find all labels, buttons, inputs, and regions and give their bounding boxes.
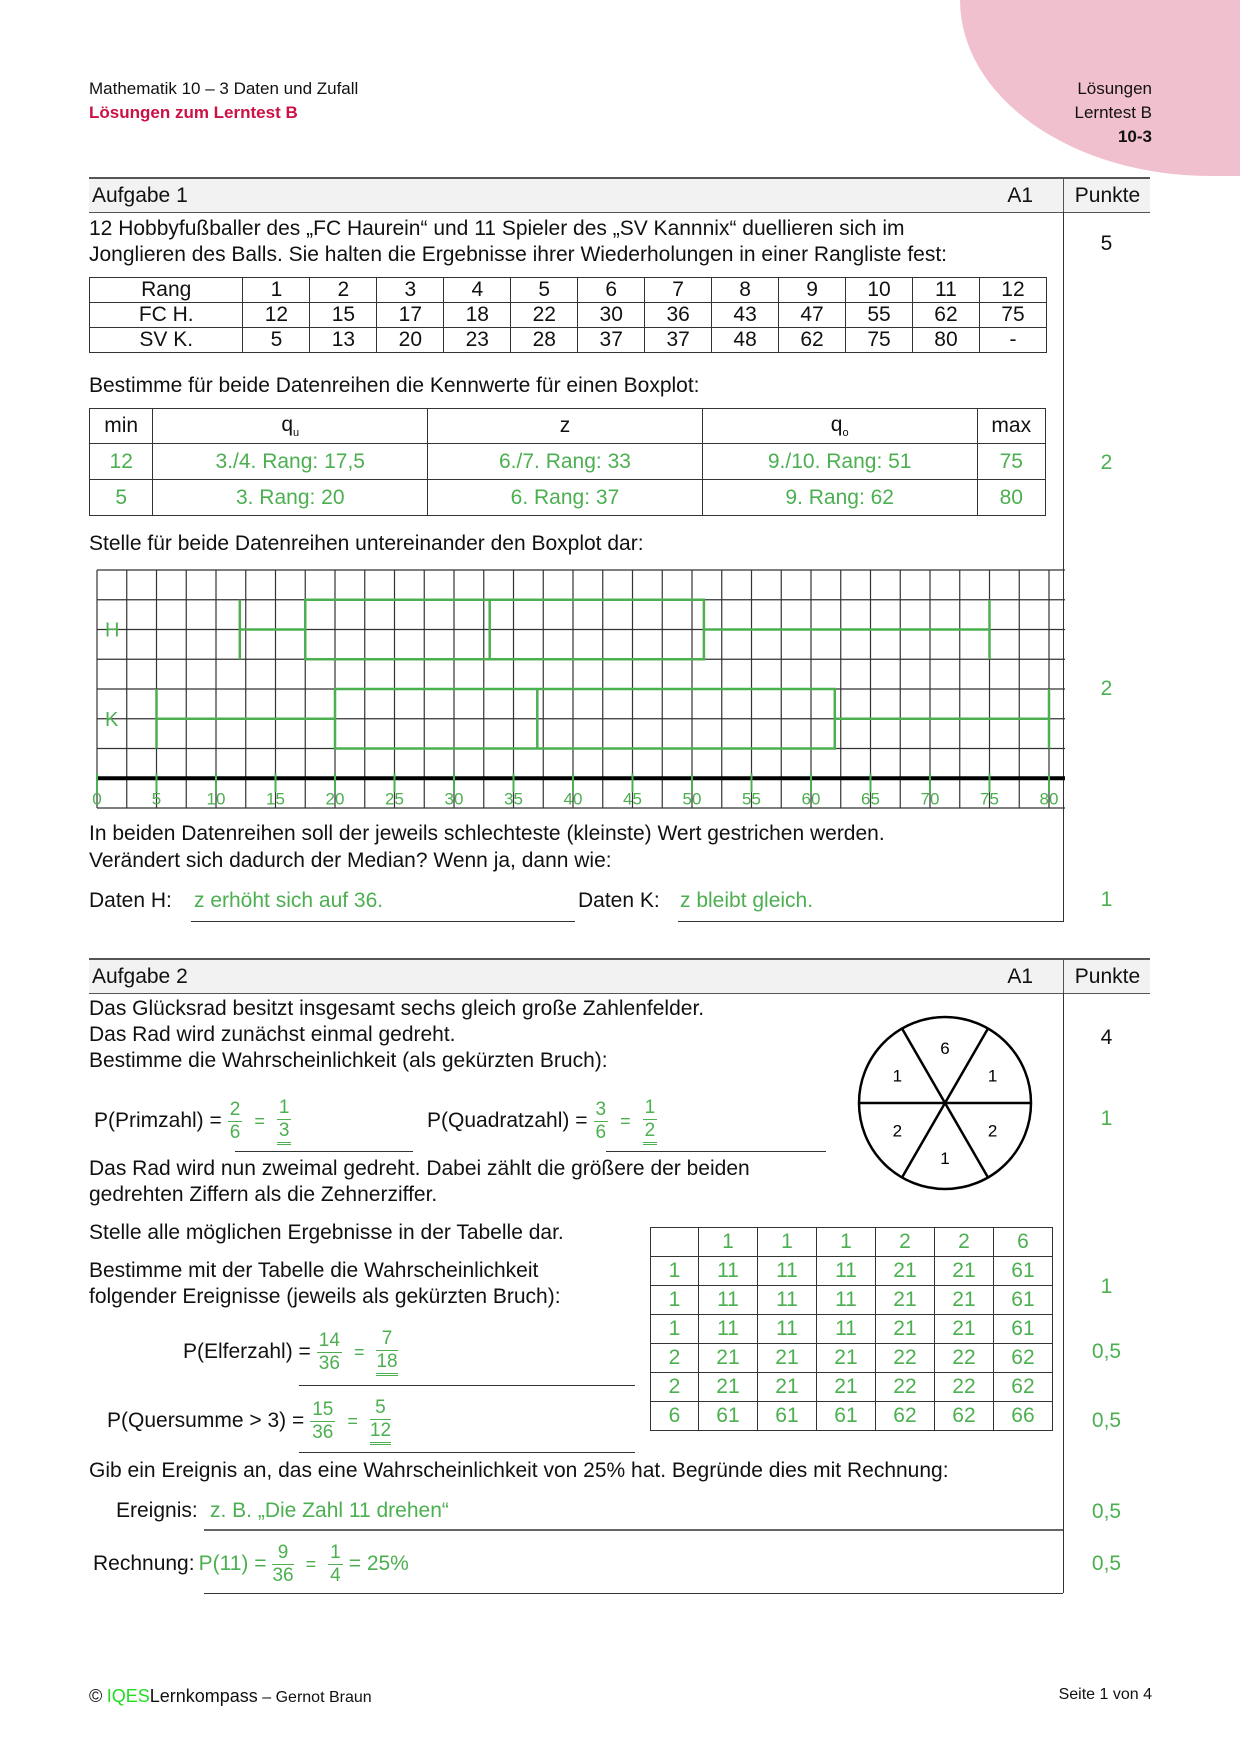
result-table-cell[interactable]: 21 bbox=[875, 1315, 934, 1344]
result-table-cell[interactable]: 11 bbox=[816, 1257, 875, 1286]
result-table-cell[interactable]: 22 bbox=[875, 1344, 934, 1373]
ereignis-label: Ereignis: bbox=[116, 1499, 198, 1522]
kennwerte-prompt: Bestimme für beide Datenreihen die Kennwerte für einen Boxplot: bbox=[89, 374, 700, 397]
kennwerte-cell[interactable]: 5 bbox=[90, 480, 153, 516]
header-code: 10-3 bbox=[1117, 127, 1152, 146]
rank-table-cell: 23 bbox=[444, 328, 511, 353]
rank-table-row bbox=[90, 328, 1047, 353]
rank-table-cell: 3 bbox=[377, 278, 444, 303]
result-table-cell[interactable]: 22 bbox=[934, 1344, 993, 1373]
rank-table-cell: 15 bbox=[310, 303, 377, 328]
rechnung-suffix: = 25% bbox=[348, 1552, 409, 1575]
kennwerte-cell[interactable]: 6. Rang: 37 bbox=[428, 480, 703, 516]
kennwerte-cell[interactable]: 80 bbox=[977, 480, 1045, 516]
result-table-row-header: 1 bbox=[651, 1315, 699, 1344]
p-elferzahl-line bbox=[299, 1385, 635, 1386]
result-table-cell[interactable]: 11 bbox=[698, 1286, 757, 1315]
result-table-row-header: 1 bbox=[651, 1257, 699, 1286]
p-quadratzahl-line bbox=[606, 1151, 826, 1152]
x-tick-label: 20 bbox=[325, 789, 345, 809]
rank-table-cell: 2 bbox=[310, 278, 377, 303]
kennwerte-cell[interactable]: 75 bbox=[977, 444, 1045, 480]
result-table-col-header bbox=[651, 1228, 699, 1257]
task1-title: Aufgabe 1 bbox=[92, 184, 188, 207]
boxplot-chart bbox=[90, 565, 1065, 830]
task1-points-boxplot: 2 bbox=[1100, 677, 1113, 700]
result-table-cell[interactable]: 61 bbox=[816, 1402, 875, 1431]
prob-prompt-line1: Bestimme mit der Tabelle die Wahrscheinlichkeit bbox=[89, 1259, 539, 1282]
task2-title: Aufgabe 2 bbox=[92, 965, 188, 988]
kennwerte-cell[interactable]: 3./4. Rang: 17,5 bbox=[153, 444, 428, 480]
rank-table-cell: 22 bbox=[511, 303, 578, 328]
result-table-row bbox=[651, 1373, 1053, 1402]
rank-table-cell: 7 bbox=[645, 278, 712, 303]
x-tick-label: 15 bbox=[266, 789, 285, 809]
x-tick-label: 55 bbox=[742, 789, 761, 809]
result-table-cell[interactable]: 11 bbox=[757, 1286, 816, 1315]
x-tick-label: 65 bbox=[861, 789, 880, 809]
result-table-cell[interactable]: 22 bbox=[875, 1373, 934, 1402]
p-quadratzahl-frac1: $\frac{3}{6}$ bbox=[595, 1098, 607, 1143]
course-title: Mathematik 10 – 3 Daten und Zufall bbox=[89, 79, 359, 98]
rank-table-cell: 48 bbox=[712, 328, 779, 353]
rechnung-frac1: $\frac{9}{36}$ bbox=[272, 1541, 294, 1586]
result-table-col-header: 2 bbox=[875, 1228, 934, 1257]
prob-prompt-line2: folgender Ereignisse (jeweils als gekürzten Bruch): bbox=[89, 1285, 561, 1308]
rechnung-line bbox=[204, 1593, 1063, 1594]
rank-table-cell: 1 bbox=[243, 278, 310, 303]
task2-points-table: 1 bbox=[1100, 1275, 1113, 1298]
result-table-cell[interactable]: 21 bbox=[698, 1373, 757, 1402]
ereignis-line bbox=[204, 1529, 1063, 1531]
p-quersumme-label: P(Quersumme > 3) = bbox=[107, 1409, 305, 1432]
task1-intro-line2: Jonglieren des Balls. Sie halten die Ergebnisse ihrer Wiederholungen in einer Rangliste fest: bbox=[89, 243, 947, 266]
rank-table-row bbox=[90, 303, 1047, 328]
rank-table-cell: 13 bbox=[310, 328, 377, 353]
task1-level: A1 bbox=[1007, 184, 1033, 207]
wheel-segment-label: 1 bbox=[987, 1066, 998, 1086]
x-tick-label: 70 bbox=[920, 789, 940, 809]
header-right-line1: Lösungen bbox=[1077, 79, 1152, 98]
x-tick-label: 25 bbox=[385, 789, 404, 809]
result-table-cell[interactable]: 61 bbox=[993, 1315, 1052, 1344]
rank-table-cell: 10 bbox=[846, 278, 913, 303]
result-table-row bbox=[651, 1257, 1053, 1286]
result-table-col-header: 1 bbox=[816, 1228, 875, 1257]
p-primzahl-label: P(Primzahl) = bbox=[94, 1109, 222, 1132]
median-prompt-line1: In beiden Datenreihen soll der jeweils schlechteste (kleinste) Wert gestrichen werden. bbox=[89, 822, 885, 845]
rank-table-cell: 75 bbox=[846, 328, 913, 353]
rank-table-cell: 43 bbox=[712, 303, 779, 328]
kennwerte-header-qo: $q_o$ bbox=[702, 409, 977, 444]
table-prompt: Stelle alle möglichen Ergebnisse in der Tabelle dar. bbox=[89, 1221, 564, 1244]
result-table-cell[interactable]: 11 bbox=[816, 1315, 875, 1344]
result-table-cell[interactable]: 21 bbox=[934, 1257, 993, 1286]
rank-table-cell: 30 bbox=[578, 303, 645, 328]
result-table-col-header: 2 bbox=[934, 1228, 993, 1257]
rank-table-cell: 28 bbox=[511, 328, 578, 353]
median-prompt-line2: Verändert sich dadurch der Median? Wenn ja, dann wie: bbox=[89, 849, 612, 872]
p-quadratzahl-row: P(Quadratzahl) = $\frac{3}{6}$ = $\frac{1}{2}$ bbox=[427, 1093, 663, 1149]
p-primzahl-line bbox=[235, 1151, 413, 1152]
result-table-cell[interactable]: 21 bbox=[875, 1286, 934, 1315]
result-table-row bbox=[651, 1315, 1053, 1344]
task2-points-header: Punkte bbox=[1063, 960, 1151, 993]
rank-table-cell: 12 bbox=[243, 303, 310, 328]
result-table-row-header: 2 bbox=[651, 1344, 699, 1373]
kennwerte-cell[interactable]: 12 bbox=[90, 444, 153, 480]
twice-line2: gedrehten Ziffern als die Zehnerziffer. bbox=[89, 1183, 438, 1206]
x-tick-label: 80 bbox=[1039, 789, 1059, 809]
page-header-left bbox=[89, 77, 358, 125]
x-tick-label: 75 bbox=[980, 789, 999, 809]
result-table-cell[interactable]: 11 bbox=[757, 1257, 816, 1286]
rank-table-cell: 20 bbox=[377, 328, 444, 353]
boxplot-series-label: H bbox=[105, 619, 120, 642]
rechnung-prefix: P(11) = bbox=[198, 1552, 267, 1575]
result-table-cell[interactable]: 21 bbox=[757, 1373, 816, 1402]
result-table-cell[interactable]: 22 bbox=[934, 1373, 993, 1402]
p-elferzahl-frac2: $\frac{7}{18}$ bbox=[376, 1328, 397, 1376]
rank-table bbox=[89, 277, 1047, 353]
p-quersumme-line bbox=[299, 1452, 635, 1453]
rechnung-row: Rechnung: P(11) = $\frac{9}{36}$ = $\frac{1}{4}$ = 25% bbox=[93, 1541, 409, 1586]
wheel-segment-label: 6 bbox=[940, 1039, 950, 1058]
x-tick-label: 5 bbox=[151, 789, 162, 809]
task1-points-header: Punkte bbox=[1063, 179, 1151, 212]
task2-points-elferzahl: 0,5 bbox=[1091, 1340, 1122, 1363]
kennwerte-header-max: max bbox=[977, 409, 1045, 444]
rank-table-cell: 5 bbox=[243, 328, 310, 353]
task2-points-quersumme: 0,5 bbox=[1091, 1409, 1122, 1432]
kennwerte-cell[interactable]: 9./10. Rang: 51 bbox=[702, 444, 977, 480]
result-table-cell[interactable]: 11 bbox=[698, 1315, 757, 1344]
result-table-cell[interactable]: 61 bbox=[757, 1402, 816, 1431]
rank-table-row-label: FC H. bbox=[90, 303, 243, 328]
rank-table-cell: 18 bbox=[444, 303, 511, 328]
result-table-cell[interactable]: 62 bbox=[875, 1402, 934, 1431]
task2-points-ereignis: 0,5 bbox=[1091, 1500, 1122, 1523]
task2-points-rechnung: 0,5 bbox=[1091, 1552, 1122, 1575]
task1-points-kennwerte: 2 bbox=[1100, 451, 1113, 474]
p-primzahl-row: P(Primzahl) = $\frac{2}{6}$ = $\frac{1}{3}$ bbox=[94, 1093, 297, 1149]
kennwerte-header-min: min bbox=[90, 409, 153, 444]
x-tick-label: 60 bbox=[801, 789, 821, 809]
task2-points-total: 4 bbox=[1100, 1026, 1113, 1049]
rank-table-cell: 62 bbox=[912, 303, 979, 328]
result-table-cell[interactable]: 11 bbox=[816, 1286, 875, 1315]
p-quadratzahl-frac2: $\frac{1}{2}$ bbox=[643, 1097, 658, 1145]
task1-header bbox=[89, 177, 1150, 213]
result-table-row bbox=[651, 1344, 1053, 1373]
p-quersumme-frac2: $\frac{5}{12}$ bbox=[370, 1397, 391, 1445]
result-table-row-header: 6 bbox=[651, 1402, 699, 1431]
task2-intro-line2: Das Rad wird zunächst einmal gedreht. bbox=[89, 1023, 456, 1046]
result-table-cell[interactable]: 21 bbox=[875, 1257, 934, 1286]
brand-lernkompass: Lernkompass bbox=[149, 1686, 258, 1706]
task2-header bbox=[89, 958, 1150, 994]
result-table-cell[interactable]: 21 bbox=[816, 1373, 875, 1402]
ereignis-answer[interactable]: z. B. „Die Zahl 11 drehen“ bbox=[210, 1499, 449, 1522]
lucky-wheel bbox=[855, 1013, 1035, 1193]
task2-intro-line3: Bestimme die Wahrscheinlichkeit (als gekürzten Bruch): bbox=[89, 1049, 608, 1072]
rank-table-cell: 11 bbox=[912, 278, 979, 303]
kennwerte-header-z: z bbox=[428, 409, 703, 444]
result-table-row bbox=[651, 1286, 1053, 1315]
daten-k-answer[interactable]: z bleibt gleich. bbox=[680, 889, 814, 912]
result-table-cell[interactable]: 21 bbox=[934, 1286, 993, 1315]
task2-level: A1 bbox=[1007, 965, 1033, 988]
result-table-cell[interactable]: 62 bbox=[993, 1373, 1052, 1402]
rank-table-cell: 80 bbox=[912, 328, 979, 353]
kennwerte-header-qu: $q_u$ bbox=[153, 409, 428, 444]
result-table-cell[interactable]: 11 bbox=[757, 1315, 816, 1344]
result-table-cell[interactable]: 11 bbox=[698, 1257, 757, 1286]
result-table-col-header: 6 bbox=[993, 1228, 1052, 1257]
rank-table-cell: 37 bbox=[645, 328, 712, 353]
x-tick-label: 40 bbox=[563, 789, 583, 809]
p-quadratzahl-label: P(Quadratzahl) = bbox=[427, 1109, 588, 1132]
kennwerte-cell[interactable]: 9. Rang: 62 bbox=[702, 480, 977, 516]
wheel-segment-label: 1 bbox=[892, 1066, 903, 1086]
daten-h-answer[interactable]: z erhöht sich auf 36. bbox=[194, 889, 384, 912]
p-elferzahl-row: P(Elferzahl) = $\frac{14}{36}$ = $\frac{7}{18}$ bbox=[183, 1324, 404, 1380]
boxplot-prompt: Stelle für beide Datenreihen untereinander den Boxplot dar: bbox=[89, 532, 644, 555]
result-table-row-header: 2 bbox=[651, 1373, 699, 1402]
daten-k-answer-line bbox=[678, 921, 1063, 922]
header-right-line2: Lerntest B bbox=[1074, 103, 1152, 122]
rank-table-row-label: SV K. bbox=[90, 328, 243, 353]
result-table-cell[interactable]: 66 bbox=[993, 1402, 1052, 1431]
task2-points-wheel: 1 bbox=[1100, 1107, 1113, 1130]
kennwerte-row bbox=[90, 480, 1046, 516]
task1-points-median: 1 bbox=[1100, 888, 1113, 911]
event-prompt: Gib ein Ereignis an, das eine Wahrscheinlichkeit von 25% hat. Begründe dies mit Rechnung: bbox=[89, 1459, 949, 1482]
result-table bbox=[650, 1227, 1053, 1431]
p-elferzahl-label: P(Elferzahl) = bbox=[183, 1340, 311, 1363]
p-primzahl-frac2: $\frac{1}{3}$ bbox=[277, 1097, 292, 1145]
footer-copyright: © IQESLernkompass – Gernot Braun bbox=[89, 1686, 372, 1706]
x-tick-label: 45 bbox=[623, 789, 642, 809]
rank-table-row-label: Rang bbox=[90, 278, 243, 303]
rank-table-cell: 6 bbox=[578, 278, 645, 303]
result-table-col-header: 1 bbox=[698, 1228, 757, 1257]
task1-points-total: 5 bbox=[1100, 232, 1113, 255]
brand-iqes: IQES bbox=[106, 1686, 150, 1706]
kennwerte-table bbox=[89, 408, 1046, 516]
result-table-row bbox=[651, 1402, 1053, 1431]
result-table-row-header: 1 bbox=[651, 1286, 699, 1315]
rechnung-frac2: $\frac{1}{4}$ bbox=[330, 1541, 341, 1586]
document-subtitle: Lösungen zum Lerntest B bbox=[89, 103, 298, 122]
result-table-cell[interactable]: 21 bbox=[698, 1344, 757, 1373]
wheel-segment-label: 2 bbox=[987, 1121, 998, 1141]
x-tick-label: 35 bbox=[504, 789, 523, 809]
wheel-segment-label: 1 bbox=[940, 1149, 950, 1168]
rank-table-cell: 9 bbox=[779, 278, 846, 303]
result-table-col-header: 1 bbox=[757, 1228, 816, 1257]
daten-h-label: Daten H: bbox=[89, 889, 172, 912]
rank-table-cell: 8 bbox=[712, 278, 779, 303]
rechnung-label: Rechnung: bbox=[93, 1552, 195, 1575]
kennwerte-cell[interactable]: 3. Rang: 20 bbox=[153, 480, 428, 516]
rank-table-cell: 75 bbox=[979, 303, 1046, 328]
rank-table-row bbox=[90, 278, 1047, 303]
twice-line1: Das Rad wird nun zweimal gedreht. Dabei zählt die größere der beiden bbox=[89, 1157, 750, 1180]
result-table-cell[interactable]: 62 bbox=[934, 1402, 993, 1431]
rank-table-cell: 55 bbox=[846, 303, 913, 328]
kennwerte-cell[interactable]: 6./7. Rang: 33 bbox=[428, 444, 703, 480]
page-header-right bbox=[1075, 77, 1153, 149]
result-table-cell[interactable]: 21 bbox=[757, 1344, 816, 1373]
rank-table-cell: 5 bbox=[511, 278, 578, 303]
result-table-cell[interactable]: 61 bbox=[698, 1402, 757, 1431]
rank-table-cell: 62 bbox=[779, 328, 846, 353]
result-table-cell[interactable]: 21 bbox=[816, 1344, 875, 1373]
result-table-cell[interactable]: 62 bbox=[993, 1344, 1052, 1373]
rank-table-cell: 36 bbox=[645, 303, 712, 328]
rank-table-cell: 12 bbox=[979, 278, 1046, 303]
x-tick-label: 30 bbox=[444, 789, 464, 809]
boxplot-series-label: K bbox=[105, 708, 119, 731]
task2-intro-line1: Das Glücksrad besitzt insgesamt sechs gleich große Zahlenfelder. bbox=[89, 997, 705, 1020]
result-table-cell[interactable]: 21 bbox=[934, 1315, 993, 1344]
p-primzahl-frac1: $\frac{2}{6}$ bbox=[229, 1098, 241, 1143]
rank-table-cell: 4 bbox=[444, 278, 511, 303]
x-tick-label: 50 bbox=[682, 789, 702, 809]
rank-table-cell: 17 bbox=[377, 303, 444, 328]
footer-author: – Gernot Braun bbox=[262, 1689, 372, 1706]
rank-table-cell: 47 bbox=[779, 303, 846, 328]
wheel-segment-label: 2 bbox=[892, 1121, 903, 1141]
task1-intro-line1: 12 Hobbyfußballer des „FC Haurein“ und 11 Spieler des „SV Kannnix“ duellieren sich im bbox=[89, 217, 905, 240]
rank-table-cell: - bbox=[979, 328, 1046, 353]
p-elferzahl-frac1: $\frac{14}{36}$ bbox=[318, 1329, 340, 1374]
footer-page-number: Seite 1 von 4 bbox=[1058, 1686, 1152, 1703]
x-tick-label: 10 bbox=[206, 789, 226, 809]
result-table-cell[interactable]: 61 bbox=[993, 1286, 1052, 1315]
rank-table-cell: 37 bbox=[578, 328, 645, 353]
kennwerte-row bbox=[90, 444, 1046, 480]
result-table-header-row bbox=[651, 1228, 1053, 1257]
daten-k-label: Daten K: bbox=[578, 889, 660, 912]
p-quersumme-row: P(Quersumme > 3) = $\frac{15}{36}$ = $\frac{5}{12}$ bbox=[107, 1393, 397, 1449]
p-quersumme-frac1: $\frac{15}{36}$ bbox=[312, 1398, 334, 1443]
x-tick-label: 0 bbox=[92, 789, 102, 809]
result-table-cell[interactable]: 61 bbox=[993, 1257, 1052, 1286]
daten-h-answer-line bbox=[191, 921, 575, 922]
